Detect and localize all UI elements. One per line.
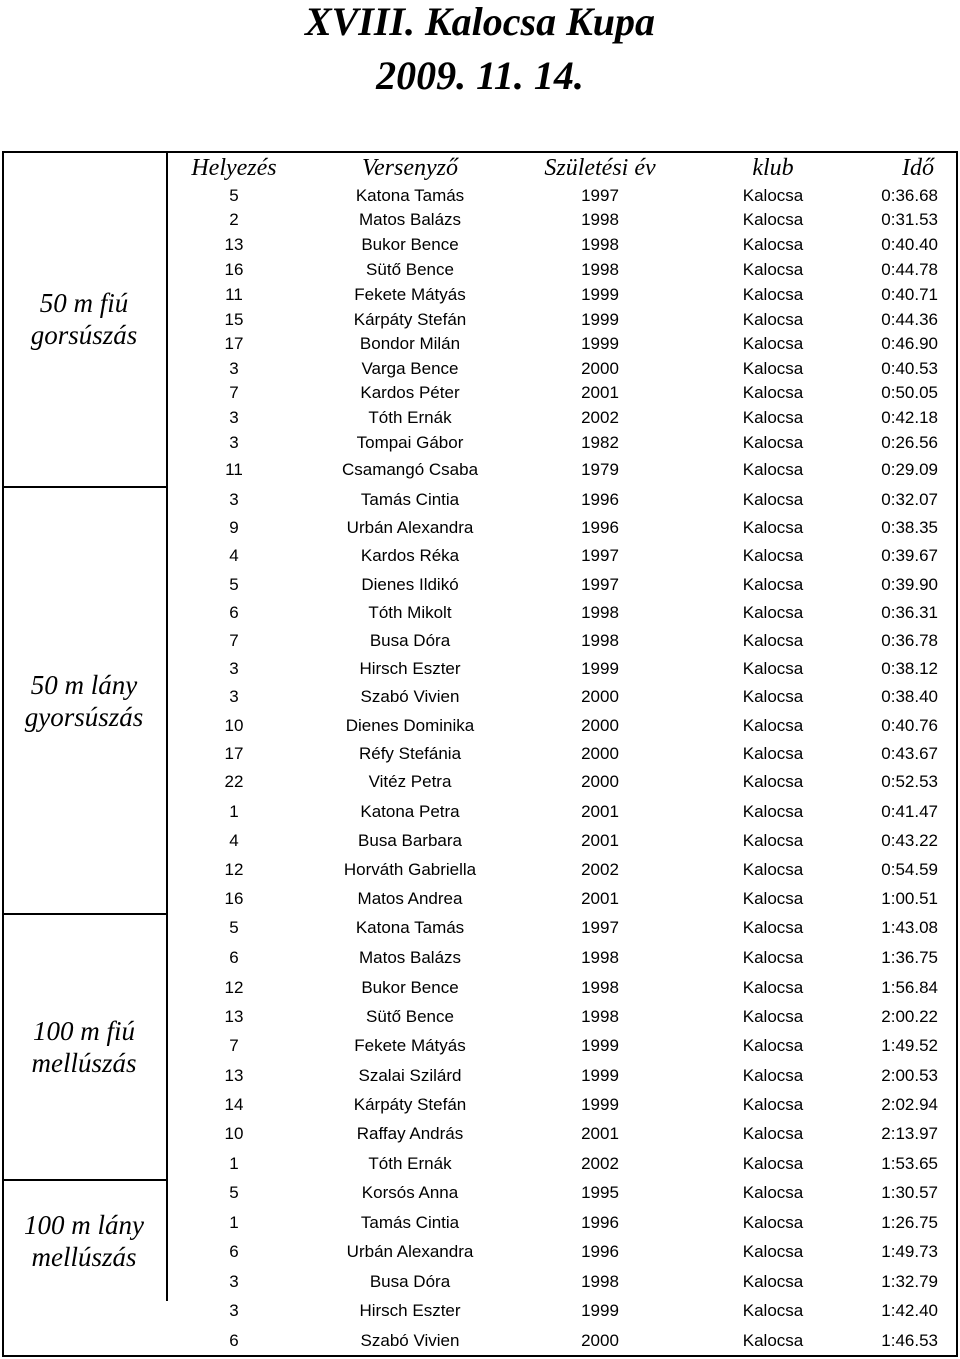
group-label-50m-girls-freestyle: 50 m lány gyorsúszás	[2, 488, 168, 915]
cell-club: Kalocsa	[742, 460, 804, 479]
cell-place: 13	[224, 1066, 244, 1085]
cell-club: Kalocsa	[742, 383, 804, 402]
cell-club: Kalocsa	[742, 1213, 804, 1232]
cell-name: Busa Dóra	[369, 1272, 451, 1291]
cell-time: 1:49.52	[881, 1036, 938, 1055]
cell-time: 0:36.78	[881, 631, 938, 650]
cell-name: Katona Petra	[360, 802, 460, 821]
cell-birth-year: 1999	[581, 659, 619, 678]
cell-club: Kalocsa	[742, 1272, 804, 1291]
table-row	[170, 657, 956, 681]
cell-birth-year: 1982	[581, 433, 619, 452]
cell-birth-year: 1998	[581, 260, 619, 279]
cell-club: Kalocsa	[742, 334, 804, 353]
cell-name: Hirsch Eszter	[359, 659, 461, 678]
cell-place: 6	[229, 603, 239, 622]
cell-place: 6	[229, 1331, 239, 1350]
cell-place: 1	[229, 1213, 239, 1232]
cell-birth-year: 2000	[581, 772, 619, 791]
cell-name: Fekete Mátyás	[354, 1036, 466, 1055]
cell-club: Kalocsa	[742, 948, 804, 967]
cell-name: Katona Tamás	[355, 918, 465, 937]
cell-club: Kalocsa	[742, 1036, 804, 1055]
table-row	[170, 770, 956, 794]
table-row	[170, 714, 956, 738]
cell-birth-year: 1998	[581, 631, 619, 650]
cell-club: Kalocsa	[742, 1301, 804, 1320]
cell-name: Sütő Bence	[366, 1007, 454, 1026]
cell-birth-year: 1996	[581, 1213, 619, 1232]
cell-time: 1:42.40	[881, 1301, 938, 1320]
cell-birth-year: 1996	[581, 1242, 619, 1261]
cell-name: Dienes Dominika	[345, 716, 475, 735]
cell-place: 5	[229, 186, 239, 205]
cell-name: Kárpáty Stefán	[353, 310, 467, 329]
table-header	[170, 153, 956, 183]
cell-name: Tóth Ernák	[368, 408, 452, 427]
table-row	[170, 1093, 956, 1117]
cell-place: 5	[229, 918, 239, 937]
cell-name: Tompai Gábor	[356, 433, 464, 452]
cell-name: Matos Andrea	[357, 889, 463, 908]
cell-club: Kalocsa	[742, 1242, 804, 1261]
cell-birth-year: 1996	[581, 518, 619, 537]
cell-name: Kárpáty Stefán	[353, 1095, 467, 1114]
cell-birth-year: 2002	[581, 408, 619, 427]
cell-place: 7	[229, 383, 239, 402]
cell-birth-year: 1998	[581, 210, 619, 229]
table-row	[170, 742, 956, 766]
cell-birth-year: 2001	[581, 889, 619, 908]
cell-name: Tamás Cintia	[360, 1213, 460, 1232]
cell-place: 1	[229, 1154, 239, 1173]
cell-place: 7	[229, 631, 239, 650]
cell-birth-year: 2000	[581, 1331, 619, 1350]
cell-time: 0:38.12	[881, 659, 938, 678]
header-name: Versenyző	[362, 155, 458, 181]
cell-club: Kalocsa	[742, 235, 804, 254]
cell-birth-year: 1998	[581, 1272, 619, 1291]
cell-name: Busa Barbara	[358, 831, 462, 850]
cell-club: Kalocsa	[742, 1331, 804, 1350]
cell-name: Matos Balázs	[358, 948, 462, 967]
table-row	[170, 1064, 956, 1088]
cell-time: 0:26.56	[881, 433, 938, 452]
cell-birth-year: 2001	[581, 383, 619, 402]
table-row	[170, 1152, 956, 1176]
cell-name: Kardos Réka	[360, 546, 460, 565]
cell-club: Kalocsa	[742, 490, 804, 509]
table-row	[170, 283, 956, 307]
cell-place: 5	[229, 575, 239, 594]
cell-club: Kalocsa	[742, 518, 804, 537]
table-row	[170, 1005, 956, 1029]
header-birth-year: Születési év	[544, 155, 656, 181]
cell-place: 12	[224, 860, 244, 879]
table-row	[170, 1299, 956, 1323]
cell-birth-year: 2000	[581, 687, 619, 706]
cell-time: 0:40.53	[881, 359, 938, 378]
cell-time: 1:36.75	[881, 948, 938, 967]
cell-place: 15	[224, 310, 244, 329]
cell-club: Kalocsa	[742, 802, 804, 821]
cell-birth-year: 1998	[581, 1007, 619, 1026]
page-title: XVIII. Kalocsa Kupa	[304, 0, 656, 44]
cell-place: 6	[229, 1242, 239, 1261]
table-row	[170, 458, 956, 482]
cell-time: 0:40.71	[881, 285, 938, 304]
cell-birth-year: 1995	[581, 1183, 619, 1202]
cell-club: Kalocsa	[742, 860, 804, 879]
table-row	[170, 184, 956, 208]
table-row	[170, 629, 956, 653]
cell-time: 0:29.09	[881, 460, 938, 479]
cell-name: Korsós Anna	[361, 1183, 459, 1202]
cell-club: Kalocsa	[742, 603, 804, 622]
cell-club: Kalocsa	[742, 744, 804, 763]
cell-place: 3	[229, 1301, 239, 1320]
cell-place: 13	[224, 1007, 244, 1026]
cell-time: 0:44.78	[881, 260, 938, 279]
table-row	[170, 887, 956, 911]
cell-birth-year: 1999	[581, 1095, 619, 1114]
cell-birth-year: 2000	[581, 359, 619, 378]
cell-time: 0:54.59	[881, 860, 938, 879]
cell-time: 0:50.05	[881, 383, 938, 402]
group-label-100m-boys-breaststroke: 100 m fiú mellúszás	[2, 915, 168, 1181]
cell-birth-year: 1998	[581, 603, 619, 622]
cell-place: 10	[224, 1124, 244, 1143]
cell-place: 11	[225, 285, 243, 304]
cell-place: 3	[229, 359, 239, 378]
cell-club: Kalocsa	[742, 1066, 804, 1085]
table-row	[170, 946, 956, 970]
cell-time: 0:52.53	[881, 772, 938, 791]
table-row	[170, 1034, 956, 1058]
table-row	[170, 381, 956, 405]
cell-place: 11	[225, 460, 243, 479]
table-row	[170, 685, 956, 709]
cell-time: 1:00.51	[881, 889, 938, 908]
table-row	[170, 916, 956, 940]
cell-time: 0:40.40	[881, 235, 938, 254]
cell-birth-year: 2001	[581, 1124, 619, 1143]
table-row	[170, 1122, 956, 1146]
cell-birth-year: 1998	[581, 235, 619, 254]
cell-place: 3	[229, 659, 239, 678]
cell-birth-year: 1997	[581, 186, 619, 205]
cell-club: Kalocsa	[742, 186, 804, 205]
table-row	[170, 976, 956, 1000]
cell-name: Bondor Milán	[359, 334, 461, 353]
table-row	[170, 258, 956, 282]
cell-time: 1:26.75	[881, 1213, 938, 1232]
cell-birth-year: 2002	[581, 1154, 619, 1173]
cell-place: 13	[224, 235, 244, 254]
cell-club: Kalocsa	[742, 1124, 804, 1143]
cell-birth-year: 2001	[581, 802, 619, 821]
cell-place: 3	[229, 408, 239, 427]
cell-place: 16	[224, 889, 244, 908]
cell-time: 1:49.73	[881, 1242, 938, 1261]
cell-birth-year: 1997	[581, 918, 619, 937]
cell-time: 0:31.53	[881, 210, 938, 229]
cell-club: Kalocsa	[742, 433, 804, 452]
cell-place: 1	[229, 802, 239, 821]
table-row	[170, 601, 956, 625]
cell-place: 4	[229, 831, 239, 850]
cell-club: Kalocsa	[742, 918, 804, 937]
cell-name: Urbán Alexandra	[346, 1242, 474, 1261]
cell-club: Kalocsa	[742, 716, 804, 735]
cell-birth-year: 1979	[581, 460, 619, 479]
cell-name: Tamás Cintia	[360, 490, 460, 509]
table-row	[170, 1270, 956, 1294]
cell-time: 2:13.97	[881, 1124, 938, 1143]
cell-time: 0:32.07	[881, 490, 938, 509]
cell-club: Kalocsa	[742, 1183, 804, 1202]
cell-club: Kalocsa	[742, 1154, 804, 1173]
cell-place: 12	[224, 978, 244, 997]
table-row	[170, 1181, 956, 1205]
cell-birth-year: 1999	[581, 334, 619, 353]
cell-name: Kardos Péter	[360, 383, 460, 402]
cell-name: Csamangó Csaba	[341, 460, 479, 479]
table-row	[170, 431, 956, 455]
table-row	[170, 1211, 956, 1235]
cell-club: Kalocsa	[742, 408, 804, 427]
cell-place: 3	[229, 687, 239, 706]
cell-club: Kalocsa	[742, 359, 804, 378]
cell-club: Kalocsa	[742, 889, 804, 908]
cell-club: Kalocsa	[742, 978, 804, 997]
event-group-column	[2, 151, 168, 1357]
cell-club: Kalocsa	[742, 575, 804, 594]
cell-place: 6	[229, 948, 239, 967]
cell-name: Szabó Vivien	[360, 687, 460, 706]
cell-birth-year: 1999	[581, 1066, 619, 1085]
cell-birth-year: 1999	[581, 1036, 619, 1055]
cell-club: Kalocsa	[742, 772, 804, 791]
table-row	[170, 208, 956, 232]
table-row	[170, 858, 956, 882]
cell-time: 0:42.18	[881, 408, 938, 427]
cell-birth-year: 1999	[581, 285, 619, 304]
cell-name: Matos Balázs	[358, 210, 462, 229]
table-row	[170, 406, 956, 430]
cell-place: 10	[224, 716, 244, 735]
cell-place: 4	[229, 546, 239, 565]
table-row	[170, 1240, 956, 1264]
header-club: klub	[752, 155, 794, 181]
cell-birth-year: 1997	[581, 575, 619, 594]
cell-time: 1:32.79	[881, 1272, 938, 1291]
cell-name: Varga Bence	[361, 359, 459, 378]
cell-time: 0:43.67	[881, 744, 938, 763]
cell-time: 1:30.57	[881, 1183, 938, 1202]
group-label-100m-girls-breaststroke: 100 m lány mellúszás	[2, 1181, 168, 1301]
cell-club: Kalocsa	[742, 659, 804, 678]
cell-name: Sütő Bence	[366, 260, 454, 279]
cell-name: Vitéz Petra	[368, 772, 452, 791]
cell-time: 0:41.47	[881, 802, 938, 821]
cell-name: Tóth Ernák	[368, 1154, 452, 1173]
cell-time: 1:43.08	[881, 918, 938, 937]
cell-birth-year: 1999	[581, 310, 619, 329]
cell-time: 0:43.22	[881, 831, 938, 850]
cell-place: 17	[224, 744, 244, 763]
cell-name: Urbán Alexandra	[346, 518, 474, 537]
cell-name: Bukor Bence	[361, 235, 459, 254]
table-row	[170, 332, 956, 356]
cell-birth-year: 1997	[581, 546, 619, 565]
cell-club: Kalocsa	[742, 285, 804, 304]
cell-place: 2	[229, 210, 239, 229]
cell-club: Kalocsa	[742, 1007, 804, 1026]
cell-place: 22	[224, 772, 244, 791]
cell-birth-year: 2001	[581, 831, 619, 850]
cell-club: Kalocsa	[742, 687, 804, 706]
cell-time: 0:44.36	[881, 310, 938, 329]
cell-place: 7	[229, 1036, 239, 1055]
cell-name: Tóth Mikolt	[368, 603, 452, 622]
table-row	[170, 1329, 956, 1353]
cell-place: 17	[224, 334, 244, 353]
table-row	[170, 544, 956, 568]
cell-place: 16	[224, 260, 244, 279]
table-row	[170, 488, 956, 512]
table-row	[170, 233, 956, 257]
group-label-50m-boys-freestyle: 50 m fiú gorsúszás	[2, 151, 168, 488]
cell-time: 1:56.84	[881, 978, 938, 997]
cell-club: Kalocsa	[742, 210, 804, 229]
cell-place: 3	[229, 1272, 239, 1291]
cell-name: Katona Tamás	[355, 186, 465, 205]
table-row	[170, 800, 956, 824]
table-row	[170, 516, 956, 540]
cell-time: 2:00.22	[881, 1007, 938, 1026]
cell-time: 0:40.76	[881, 716, 938, 735]
cell-time: 1:46.53	[881, 1331, 938, 1350]
cell-club: Kalocsa	[742, 1095, 804, 1114]
cell-name: Raffay András	[356, 1124, 464, 1143]
table-row	[170, 308, 956, 332]
table-row	[170, 573, 956, 597]
cell-birth-year: 2000	[581, 716, 619, 735]
cell-place: 3	[229, 433, 239, 452]
cell-club: Kalocsa	[742, 310, 804, 329]
cell-name: Horváth Gabriella	[343, 860, 477, 879]
cell-time: 1:53.65	[881, 1154, 938, 1173]
header-time: Idő	[902, 155, 934, 181]
cell-club: Kalocsa	[742, 260, 804, 279]
cell-birth-year: 1998	[581, 978, 619, 997]
cell-name: Dienes Ildikó	[361, 575, 459, 594]
cell-name: Réfy Stefánia	[358, 744, 462, 763]
cell-club: Kalocsa	[742, 831, 804, 850]
cell-birth-year: 2002	[581, 860, 619, 879]
cell-birth-year: 1999	[581, 1301, 619, 1320]
cell-birth-year: 1996	[581, 490, 619, 509]
cell-name: Hirsch Eszter	[359, 1301, 461, 1320]
table-row	[170, 829, 956, 853]
event-date: 2009. 11. 14.	[376, 53, 584, 98]
cell-name: Fekete Mátyás	[354, 285, 466, 304]
cell-name: Busa Dóra	[369, 631, 451, 650]
cell-time: 0:38.40	[881, 687, 938, 706]
cell-time: 0:39.90	[881, 575, 938, 594]
cell-time: 0:36.68	[881, 186, 938, 205]
cell-time: 2:00.53	[881, 1066, 938, 1085]
cell-time: 0:46.90	[881, 334, 938, 353]
cell-time: 2:02.94	[881, 1095, 938, 1114]
cell-birth-year: 1998	[581, 948, 619, 967]
cell-place: 14	[224, 1095, 244, 1114]
table-row	[170, 357, 956, 381]
cell-name: Szalai Szilárd	[358, 1066, 462, 1085]
cell-birth-year: 2000	[581, 744, 619, 763]
cell-club: Kalocsa	[742, 546, 804, 565]
cell-place: 3	[229, 490, 239, 509]
header-place: Helyezés	[191, 155, 277, 181]
cell-name: Szabó Vivien	[360, 1331, 460, 1350]
cell-club: Kalocsa	[742, 631, 804, 650]
cell-time: 0:38.35	[881, 518, 938, 537]
cell-place: 9	[229, 518, 239, 537]
cell-time: 0:39.67	[881, 546, 938, 565]
cell-name: Bukor Bence	[361, 978, 459, 997]
cell-place: 5	[229, 1183, 239, 1202]
cell-time: 0:36.31	[881, 603, 938, 622]
